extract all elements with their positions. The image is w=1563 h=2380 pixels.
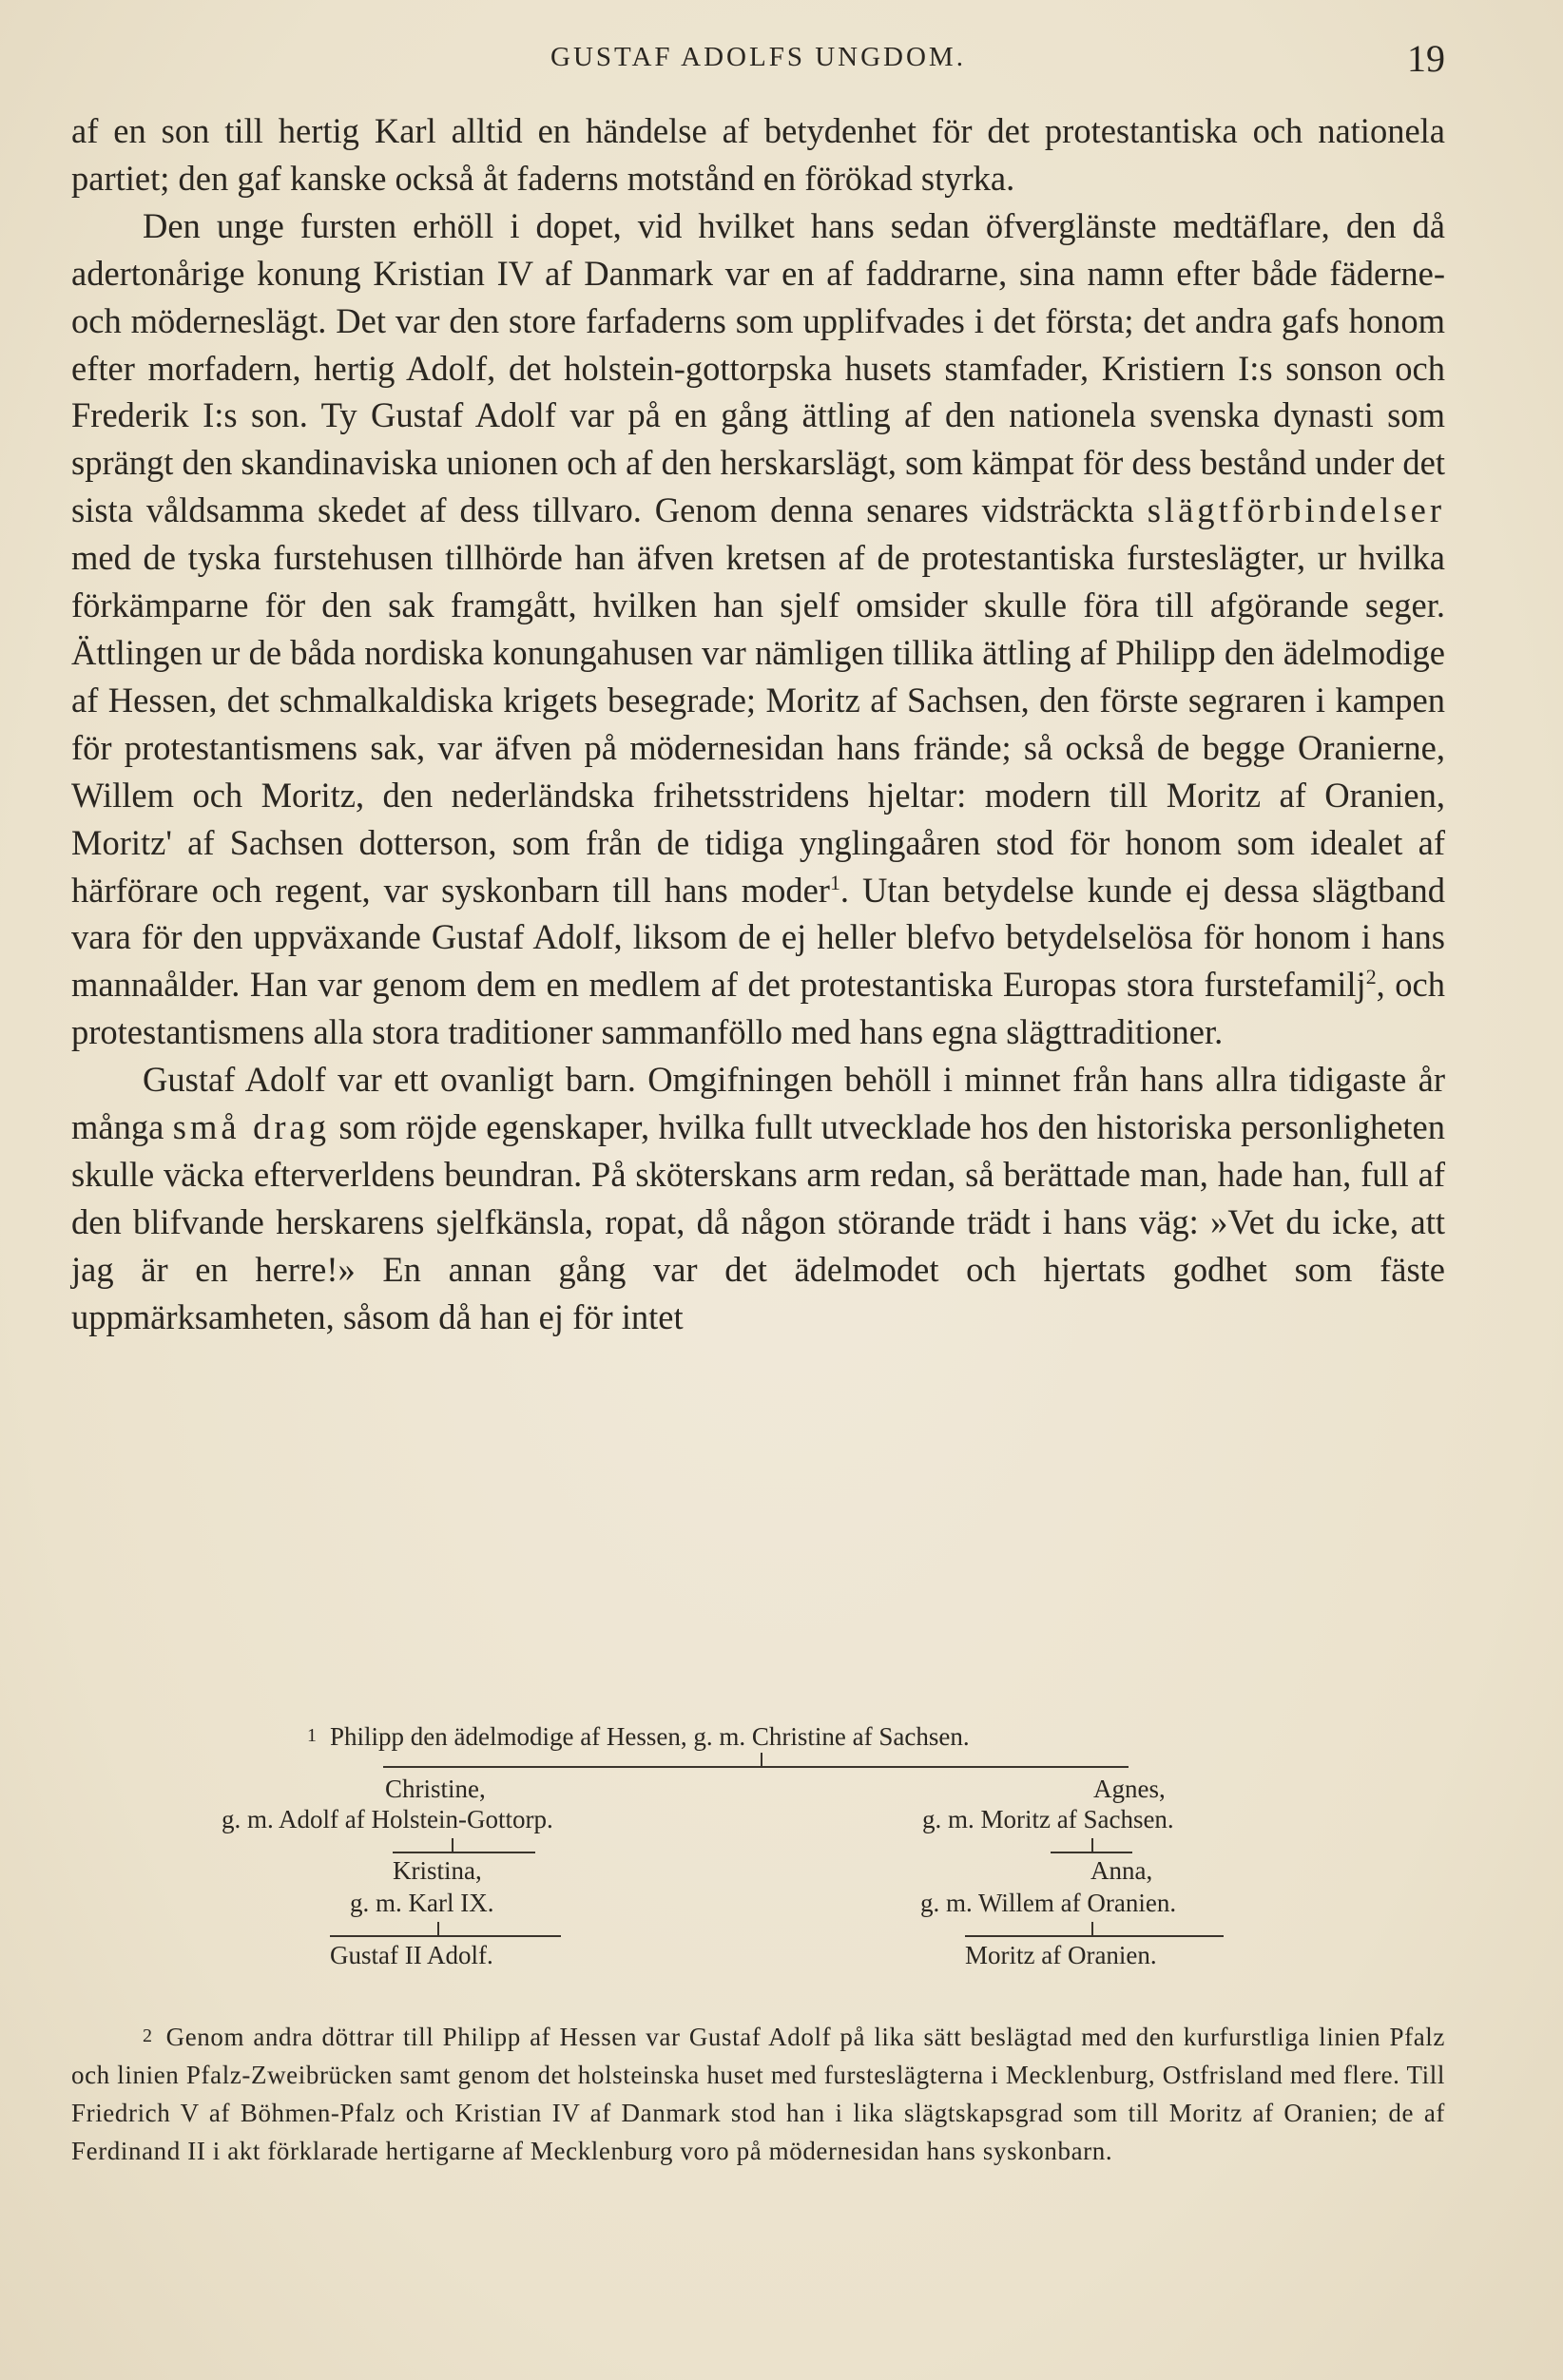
footnote-ref-2: 2 <box>1365 965 1377 989</box>
footnote-1-mark: 1 <box>307 1725 317 1746</box>
genealogy-left-3: Kristina, <box>393 1856 482 1885</box>
genealogy-right-3: Anna, <box>1090 1856 1153 1885</box>
genealogy-root: Philipp den ädelmodige af Hessen, g. m. Christine af Sachsen. <box>330 1722 970 1751</box>
paragraph-2-text-c: med de tyska furstehusen tillhörde han äfven kretsen af de protestantiska fursteslägter, ur hvilka förkämparne för den sak framgått, hvilken han sjelf omsider skulle föra till afgörande seger. Ättlingen ur de båda nordiska konungahusen var nämligen tillika ättling af Philipp den ädelmodige af Hessen, det schmalkaldiska krigets besegrade; Moritz af Sachsen, den förste segraren i kampen för protestantismens sak, var äfven på mödernesidan hans frände; så också de begge Oranierne, Willem och Moritz, den nederländska frihetsstridens hjeltar: modern till Moritz af Oranien, Moritz' af Sachsen dotterson, som från de tidiga ynglingaåren stod för honom som idealet af härförare och regent, var syskonbarn till hans moder <box>71 538 1445 910</box>
genealogy-right-2: g. m. Moritz af Sachsen. <box>922 1805 1174 1833</box>
paragraph-2-text-e: , och protestantismens alla stora traditioner sammanföllo med hans egna slägttraditioner. <box>71 965 1445 1052</box>
paragraph-2-text-d: . Utan betydelse kunde ej dessa slägtband vara för den uppväxande Gustaf Adolf, liksom de ej heller blefvo betydelselösa för honom i hans mannaålder. Han var genom dem en medlem af det protestantiska Europas stora furstefamilj <box>71 870 1446 1005</box>
paragraph-2 <box>71 202 1445 1056</box>
footnote-ref-1: 1 <box>829 870 840 894</box>
emphasis-slagtforbindelser: slägtförbindelser <box>1147 490 1446 530</box>
paragraph-2-text-a: Den unge fursten erhöll i dopet, vid hvilket hans sedan öfverglänste medtäflare, den då adertonårige konung Kristian IV af Danmark var en af faddrarne, sina namn efter både fäderne- och möderneslägt. Det var den store farfaderns som upplifvades i det första; det andra gafs honom efter morfadern, hertig Adolf, det holstein-gottorpska husets stamfader, Kristiern I:s sonson och Frederik I:s son. Ty Gustaf Adolf var på en gång ättling af den nationela svenska dynasti som sprängt den skandinaviska unionen och af den herskarslägt, som kämpat för dess bestånd under det sista våldsamma skedet af dess tillvaro. Genom denna senares vidsträckta <box>71 205 1445 530</box>
genealogy-left-stem-2 <box>437 1922 439 1935</box>
genealogy-root-stem <box>761 1753 762 1766</box>
paragraph-1 <box>71 107 1445 202</box>
genealogy-left-2: g. m. Adolf af Holstein-Gottorp. <box>222 1805 553 1833</box>
paragraph-3-text-a: Gustaf Adolf var ett ovanligt barn. Omgifningen behöll i minnet från hans allra tidigaste år många <box>71 1060 1445 1147</box>
paragraph-1-text: af en son till hertig Karl alltid en händelse af betydenhet för det protestantiska och nationela partiet; den gaf kanske också åt faderns motstånd en förökad styrka. <box>71 111 1445 198</box>
genealogy-left-stem-1 <box>452 1838 453 1852</box>
footnote-1-genealogy <box>71 1722 1445 1998</box>
genealogy-right-rule-2 <box>965 1935 1224 1937</box>
footnote-1-mark-and-root <box>307 1722 970 1752</box>
genealogy-right-1: Agnes, <box>1093 1775 1166 1803</box>
running-header <box>71 36 1445 84</box>
genealogy-left-5: Gustaf II Adolf. <box>330 1941 493 1969</box>
paragraph-3-text-c: som röjde egenskaper, hvilka fullt utvecklade hos den historiska personligheten skulle väcka efterverldens beundran. På sköterskans arm redan, så berättade man, hade han, full af den blifvande herskarens sjelfkänsla, ropat, då någon störande trädt i hans väg: »Vet du icke, att jag är en herre!» En annan gång var det ädelmodet och hjertats godhet som fäste uppmärksamheten, såsom då han ej för intet <box>71 1107 1445 1336</box>
genealogy-branch-rule <box>383 1766 1129 1768</box>
genealogy-left-rule-2 <box>330 1935 561 1937</box>
main-text <box>71 107 1445 1341</box>
footnote-2-mark: 2 <box>143 2025 153 2046</box>
footnote-2-paragraph <box>71 2017 1445 2170</box>
genealogy-right-stem-1 <box>1091 1838 1093 1852</box>
emphasis-sma-drag: små drag <box>172 1107 330 1147</box>
footnote-2 <box>71 2017 1445 2170</box>
genealogy-right-4: g. m. Willem af Oranien. <box>920 1889 1177 1917</box>
running-title: GUSTAF ADOLFS UNGDOM. <box>550 42 966 72</box>
page-number: 19 <box>1407 37 1445 80</box>
genealogy-right-stem-2 <box>1091 1922 1093 1935</box>
genealogy-right-rule-1 <box>1051 1852 1132 1853</box>
genealogy-left-rule-1 <box>393 1852 535 1853</box>
genealogy-left-4: g. m. Karl IX. <box>350 1889 494 1917</box>
genealogy-left-1: Christine, <box>385 1775 486 1803</box>
paragraph-3 <box>71 1056 1445 1340</box>
genealogy-right-5: Moritz af Oranien. <box>965 1941 1157 1969</box>
footnote-2-text: Genom andra döttrar till Philipp af Hessen var Gustaf Adolf på lika sätt beslägtad med den kurfurstliga linien Pfalz och linien Pfalz-Zweibrücken samt genom det holsteinska huset med fursteslägterna i Mecklenburg, Ostfrisland med flere. Till Friedrich V af Böhmen-Pfalz och Kristian IV af Danmark stod han i lika slägtskapsgrad som till Moritz af Oranien; de af Ferdinand II i akt förklarade hertigarne af Mecklenburg voro på mödernesidan hans syskonbarn. <box>71 2023 1445 2165</box>
